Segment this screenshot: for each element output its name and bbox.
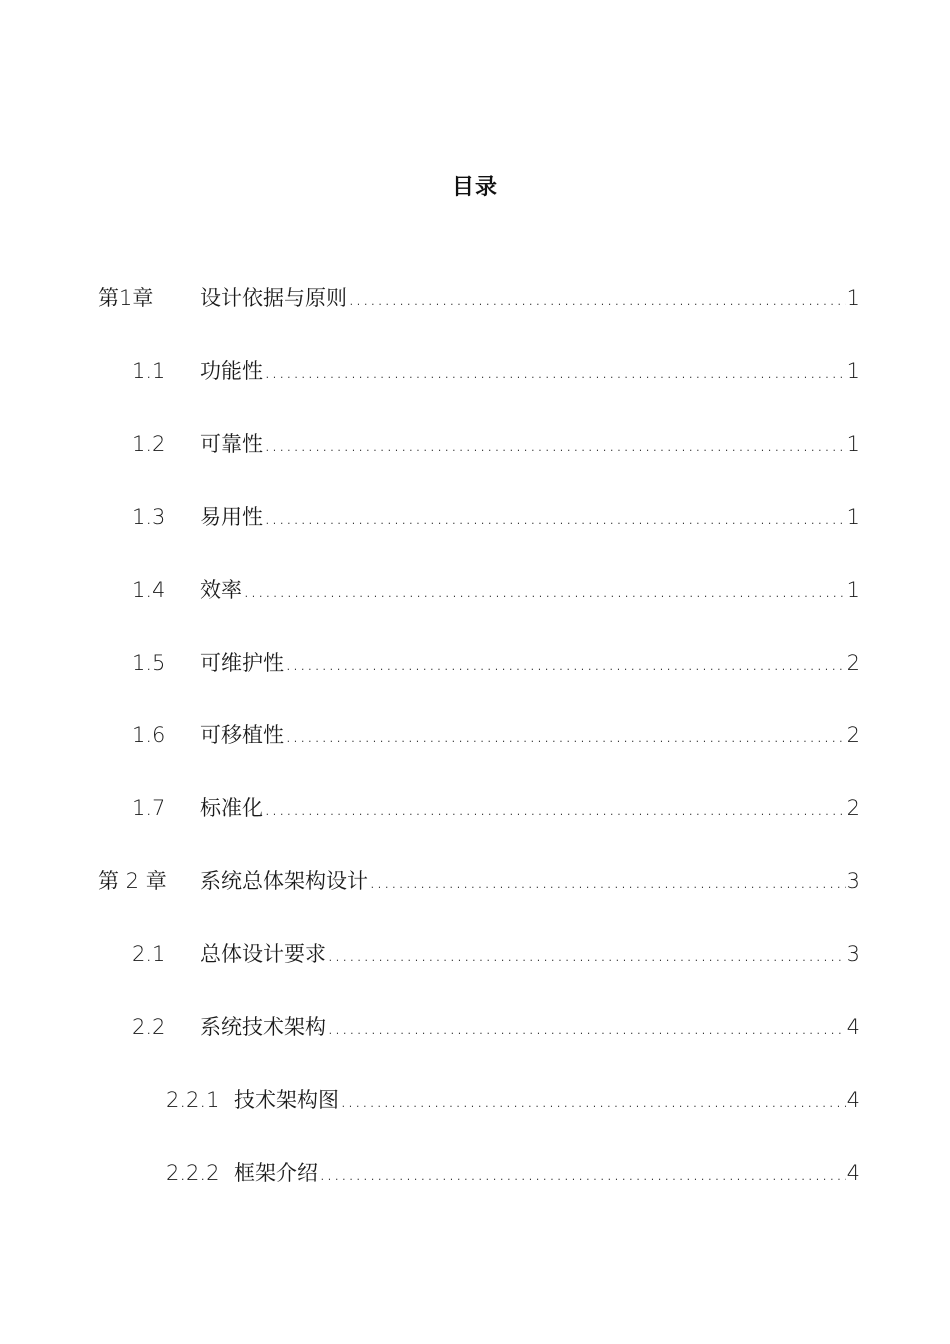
toc-entry[interactable] [0,861,950,901]
toc-entry[interactable] [0,788,950,828]
toc-entry-page: 4 [846,1087,860,1112]
toc-entry-number: 1.4 [132,577,166,602]
toc-entry-number: 第 2 章 [98,869,167,894]
toc-entry-title: 功能性 [200,358,263,383]
toc-entry-title: 技术架构图 [234,1087,339,1112]
toc-dot-leader [285,643,846,683]
toc-entry-title: 易用性 [200,504,263,529]
page-title: 目录 [451,175,498,200]
toc-entry-number: 2.1 [132,942,166,967]
toc-entry-title: 设计依据与原则 [200,286,347,310]
toc-entry[interactable] [0,424,950,464]
toc-entry-title: 可靠性 [200,431,263,456]
toc-dot-leader [319,1153,846,1193]
toc-entry[interactable] [0,1153,950,1193]
toc-entry-page: 4 [846,1015,860,1039]
toc-entry-number: 1.5 [132,650,166,675]
toc-entry-number: 1.3 [132,504,166,529]
toc-dot-leader [264,424,846,464]
toc-entry-number: 2.2.2 [166,1160,220,1185]
toc-dot-leader [369,861,846,901]
toc-entry[interactable] [0,1007,950,1047]
toc-entry-page: 2 [846,723,860,748]
toc-entry-page: 1 [846,504,860,529]
toc-entry[interactable] [0,351,950,391]
toc-entry-page: 3 [846,942,860,967]
toc-entry-number: 1.7 [132,796,166,821]
toc-entry-number: 第1章 [98,286,154,310]
toc-entry-number: 1.6 [132,723,166,748]
toc-entry[interactable] [0,715,950,755]
toc-dot-leader [264,788,846,828]
toc-entry-title: 可移植性 [200,723,284,748]
toc-dot-leader [340,1080,846,1120]
toc-entry-page: 2 [846,650,860,675]
toc-entry[interactable] [0,278,950,318]
toc-dot-leader [264,497,846,537]
toc-entry-page: 4 [846,1160,860,1185]
toc-entry-page: 1 [846,286,860,310]
toc-entry[interactable] [0,934,950,974]
toc-entry-number: 2.2.1 [166,1087,220,1112]
toc-entry-page: 1 [846,431,860,456]
toc-entry-number: 1.1 [132,358,166,383]
toc-dot-leader [264,351,846,391]
toc-entry-number: 2.2 [132,1015,166,1039]
toc-dot-leader [327,934,846,974]
toc-entry-title: 标准化 [200,796,263,821]
toc-entry-page: 1 [846,358,860,383]
toc-entry[interactable] [0,643,950,683]
toc-entry-title: 效率 [200,577,242,602]
toc-dot-leader [327,1007,846,1047]
toc-entry-title: 总体设计要求 [200,942,326,967]
toc-entry-title: 系统总体架构设计 [200,869,368,894]
toc-dot-leader [285,715,846,755]
toc-entry[interactable] [0,570,950,610]
toc-entry-number: 1.2 [132,431,166,456]
toc-entry-title: 系统技术架构 [200,1015,326,1039]
toc-dot-leader [243,570,846,610]
toc-entry[interactable] [0,497,950,537]
toc-entry-page: 2 [846,796,860,821]
toc-entry-page: 1 [846,577,860,602]
toc-entry-title: 框架介绍 [234,1160,318,1185]
toc-dot-leader [348,278,846,318]
toc-entry[interactable] [0,1080,950,1120]
toc-entry-title: 可维护性 [200,650,284,675]
toc-entry-page: 3 [846,869,860,894]
